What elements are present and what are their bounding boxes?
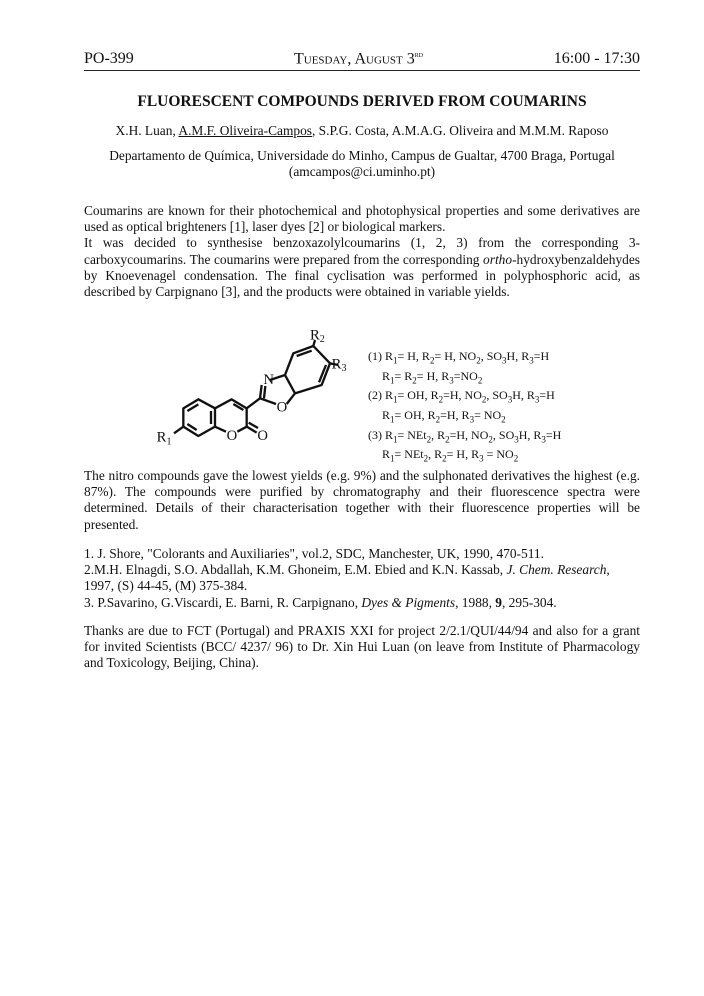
subscript: 3 bbox=[541, 434, 546, 445]
journal: J. Chem. Research bbox=[506, 562, 607, 578]
subscript: 2 bbox=[429, 355, 435, 366]
compound-line bbox=[368, 408, 561, 428]
text: , R bbox=[431, 427, 446, 442]
compound-line bbox=[368, 447, 561, 467]
intro-paragraph: Coumarins are known for their photochemical and photophysical properties and some derivatives are used as optical brighteners [1], laser dyes [2] or biological markers. bbox=[84, 203, 640, 235]
subscript: 2 bbox=[481, 394, 487, 405]
r2-label bbox=[310, 330, 325, 345]
atom-o-carbonyl: O bbox=[257, 428, 268, 444]
intro-paragraph-2 bbox=[84, 235, 640, 300]
sub: 2 bbox=[319, 334, 325, 345]
subscript: 1 bbox=[390, 453, 395, 464]
sub: 1 bbox=[166, 436, 172, 448]
poster-code: PO-399 bbox=[84, 50, 134, 67]
subscript: 3 bbox=[514, 434, 519, 445]
subscript: 1 bbox=[393, 434, 398, 445]
text: =H, NO bbox=[449, 427, 489, 442]
text: R bbox=[382, 368, 391, 383]
text: R bbox=[382, 447, 391, 462]
introduction bbox=[84, 203, 640, 300]
volume: 9 bbox=[495, 594, 502, 610]
text: = H, R bbox=[416, 368, 450, 383]
text: (1) R bbox=[368, 349, 393, 363]
text: , R bbox=[428, 447, 443, 462]
text: = NO bbox=[474, 408, 502, 423]
subscript: 2 bbox=[513, 453, 519, 464]
text: = R bbox=[394, 368, 413, 383]
subscript: 2 bbox=[412, 375, 417, 386]
text: = NEt bbox=[394, 447, 424, 462]
compound-line bbox=[368, 388, 561, 408]
subscript: 3 bbox=[449, 375, 454, 386]
session-date bbox=[294, 50, 423, 68]
text: , SO bbox=[480, 349, 503, 363]
subscript: 1 bbox=[390, 414, 395, 425]
text: 3. P.Savarino, G.Viscardi, E. Barni, R. Carpignano, bbox=[84, 594, 362, 610]
subscript: 2 bbox=[438, 394, 444, 405]
author-text: X.H. Luan, bbox=[115, 123, 179, 138]
text: =H bbox=[539, 388, 555, 403]
text: =H bbox=[545, 427, 562, 442]
subscript: 2 bbox=[426, 434, 432, 445]
reference-1: 1. J. Shore, "Colorants and Auxiliaries", vol.2, SDC, Manchester, UK, 1990, 470-511. bbox=[84, 546, 544, 561]
text: (3) R bbox=[368, 427, 393, 442]
subscript: 2 bbox=[423, 453, 429, 464]
paper-title: FLUORESCENT COMPOUNDS DERIVED FROM COUMARINS bbox=[137, 93, 587, 110]
subscript: 3 bbox=[479, 453, 484, 464]
subscript: 1 bbox=[393, 394, 398, 405]
text: = NEt bbox=[397, 427, 427, 442]
session-time: 16:00 - 17:30 bbox=[553, 50, 640, 67]
text: =NO bbox=[453, 368, 478, 383]
sub: 3 bbox=[341, 363, 347, 374]
text: = H, R bbox=[446, 447, 480, 462]
text: , 1997, (S) 44-45, (M) 375-384. bbox=[84, 562, 610, 594]
authors bbox=[84, 123, 640, 139]
compound-list bbox=[368, 349, 561, 467]
page-header bbox=[84, 50, 640, 71]
r3-label bbox=[332, 356, 347, 374]
text: H, R bbox=[512, 388, 535, 403]
subscript: 2 bbox=[501, 414, 506, 425]
text: =H bbox=[533, 349, 550, 363]
subscript: 2 bbox=[476, 355, 481, 366]
subscript: 1 bbox=[390, 375, 395, 386]
subscript: 2 bbox=[442, 453, 447, 464]
subscript: 3 bbox=[507, 394, 513, 405]
atom-o: O bbox=[226, 428, 238, 444]
text: = H, NO bbox=[434, 349, 477, 363]
atom-n: N bbox=[263, 372, 274, 388]
acknowledgement: Thanks are due to FCT (Portugal) and PRAXIS XXI for project 2/2.1/QUI/44/94 and also for a grant for invited Scientists (BCC/ 4237/ 96) to Dr. Xin Hui Luan (on leave from Institute of Pharmacology and Toxicology, Beijing, China). bbox=[84, 623, 640, 671]
text: = OH, R bbox=[397, 388, 439, 403]
text: , SO bbox=[486, 388, 508, 403]
subscript: 3 bbox=[529, 355, 534, 366]
results-paragraph: The nitro compounds gave the lowest yields (e.g. 9%) and the sulphonated derivatives the highest (e.g. 87%). The compounds were purified by chromatography and their fluorescence spectra were determined. Details of their characterisation together with their fluorescence properties will be presented. bbox=[84, 468, 640, 532]
benzoxazole-rings bbox=[247, 340, 339, 408]
compound-line bbox=[368, 369, 561, 389]
compound-line bbox=[368, 428, 561, 448]
subscript: 2 bbox=[435, 414, 441, 425]
text: , 1988, bbox=[455, 594, 496, 610]
author-text: , S.P.G. Costa, A.M.A.G. Oliveira and M.M.M. Raposo bbox=[311, 123, 609, 138]
email: (amcampos@ci.uminho.pt) bbox=[288, 164, 436, 179]
subscript: 3 bbox=[534, 394, 540, 405]
r: R bbox=[156, 429, 167, 446]
subscript: 2 bbox=[445, 434, 450, 445]
text: , 295-304. bbox=[501, 594, 557, 610]
text: R bbox=[382, 408, 391, 423]
text: -hydroxybenzaldehydes by Knoevenagel condensation. The final cyclisation was performed in polyphosphoric acid, as described by Carpignano [3], and the products were obtained in variable yields. bbox=[84, 251, 640, 300]
r: R bbox=[310, 330, 320, 344]
text: H, R bbox=[506, 349, 530, 363]
text: =H, R bbox=[440, 408, 470, 423]
text: H, R bbox=[518, 427, 542, 442]
atom-o: O bbox=[276, 399, 288, 416]
references bbox=[84, 546, 640, 611]
coumarin-rings bbox=[174, 399, 258, 436]
text: = NO bbox=[483, 447, 514, 462]
text: = H, R bbox=[397, 349, 430, 363]
text: (2) R bbox=[368, 388, 393, 403]
r: R bbox=[331, 356, 342, 373]
affiliation: Departamento de Química, Universidade do Minho, Campus de Gualtar, 4700 Braga, Portugal bbox=[109, 148, 615, 163]
reference-2 bbox=[84, 562, 640, 594]
compound-line bbox=[368, 349, 561, 369]
text: It was decided to synthesise benzoxazolylcoumarins (1, 2, 3) from the corresponding 3-carboxycoumarins. The coumarins were prepared from the corresponding bbox=[84, 235, 640, 267]
reference-3 bbox=[84, 595, 640, 611]
r1-label bbox=[157, 430, 172, 448]
subscript: 1 bbox=[393, 355, 398, 366]
date-text: Tuesday, August 3 bbox=[294, 50, 415, 68]
presenting-author: A.M.F. Oliveira-Campos bbox=[178, 123, 312, 138]
date-suffix: rd bbox=[414, 50, 424, 59]
journal: Dyes & Pigments bbox=[361, 594, 456, 610]
subscript: 3 bbox=[502, 355, 507, 366]
text: =H, NO bbox=[443, 388, 482, 403]
text: , SO bbox=[492, 427, 515, 442]
italic-text: ortho bbox=[483, 251, 513, 267]
text: 2.M.H. Elnagdi, S.O. Abdallah, K.M. Ghoneim, E.M. Ebied and K.N. Kassab, bbox=[84, 562, 507, 578]
text: = OH, R bbox=[394, 408, 436, 423]
subscript: 3 bbox=[469, 414, 475, 425]
subscript: 2 bbox=[477, 375, 483, 386]
subscript: 2 bbox=[488, 434, 493, 445]
